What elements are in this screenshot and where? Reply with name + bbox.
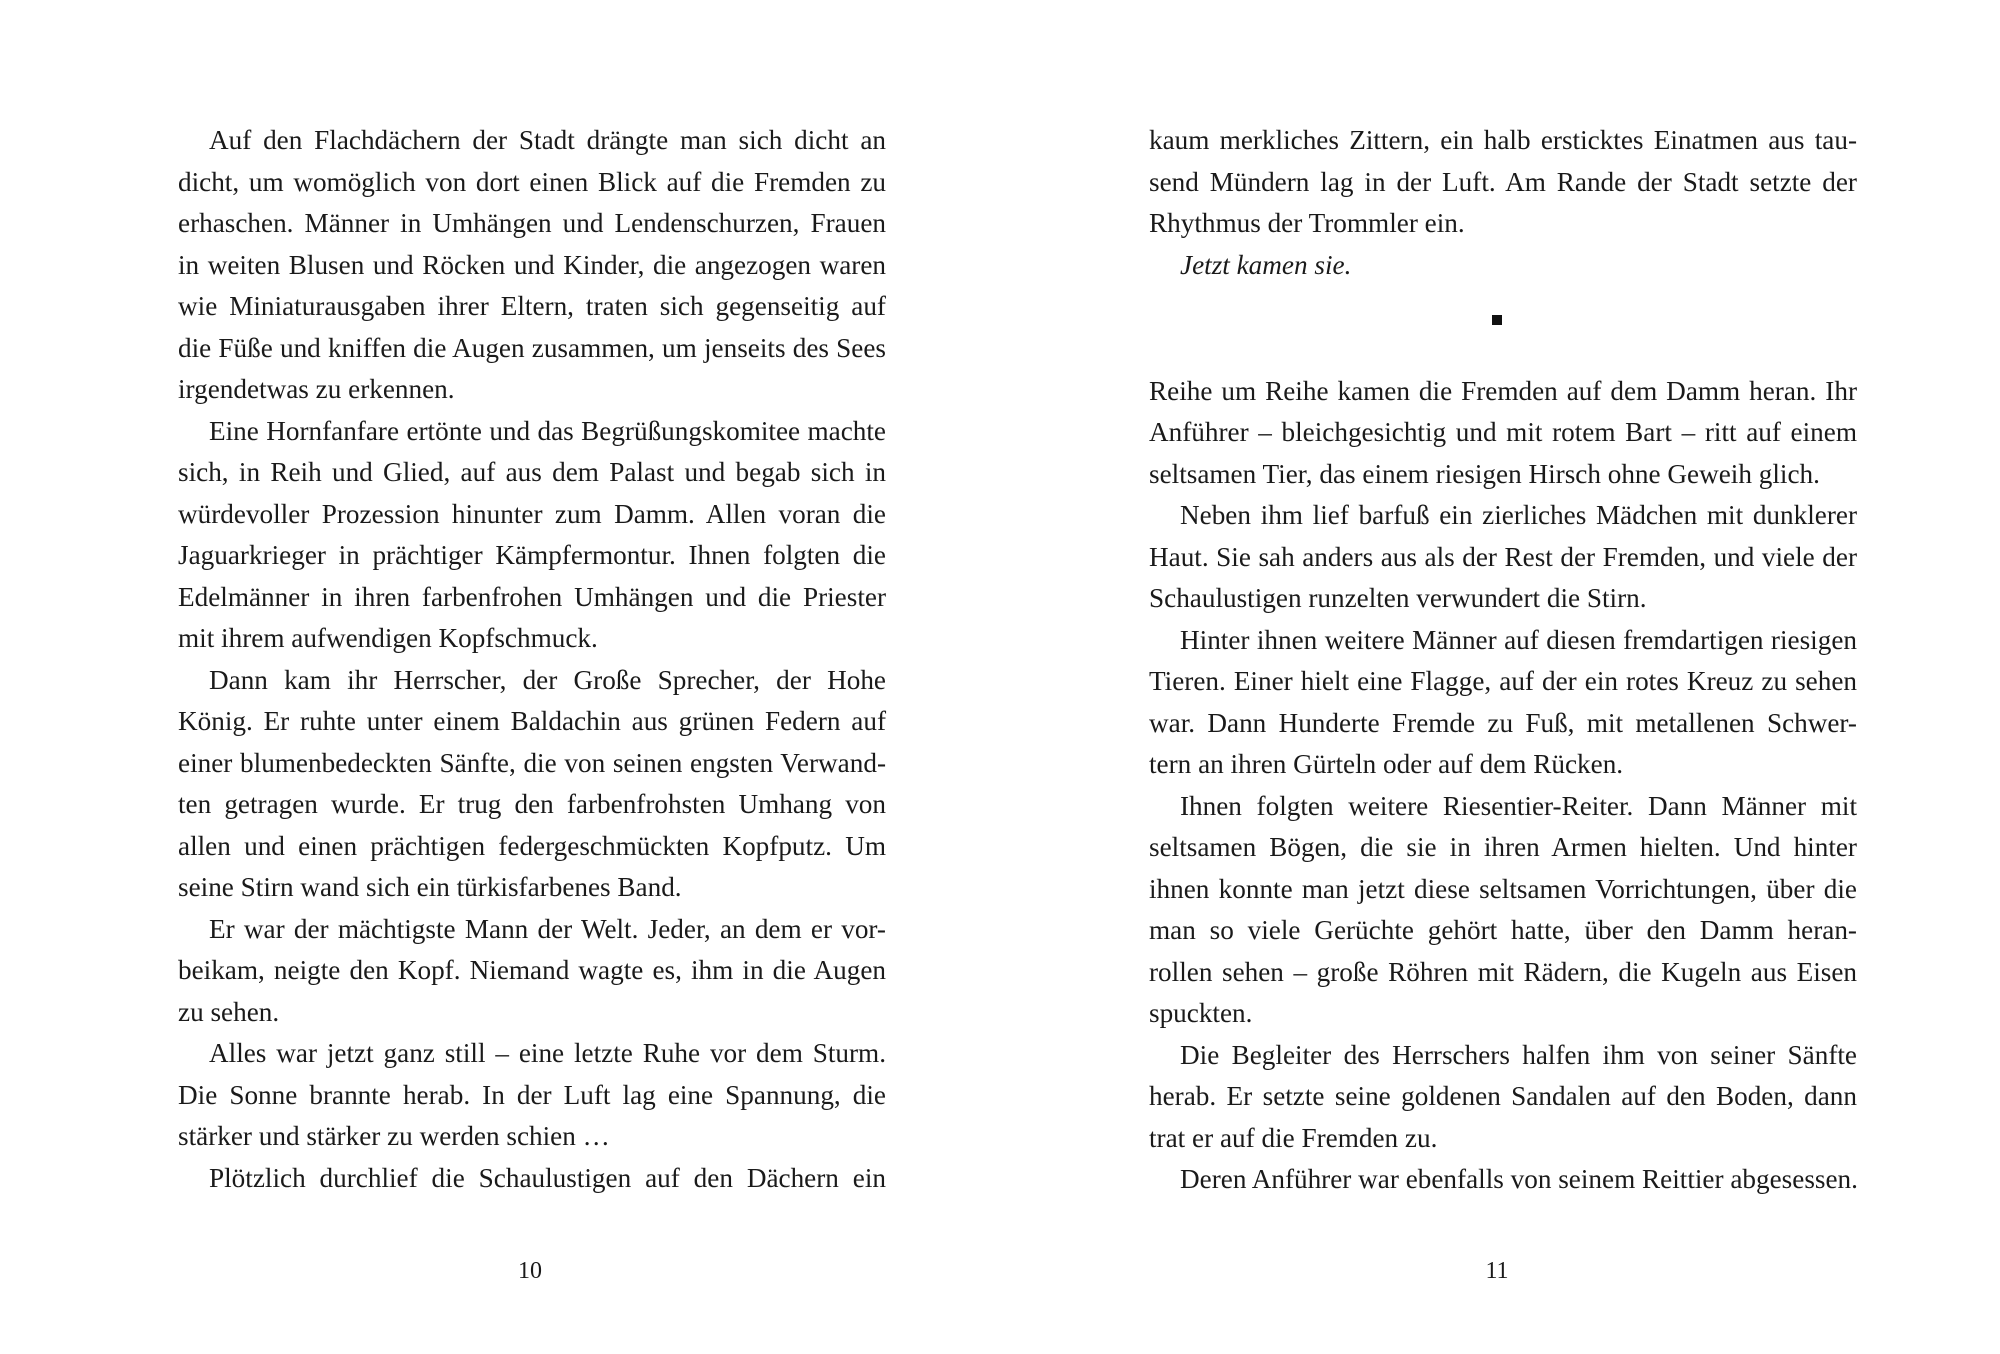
- text-line: Jetzt kamen sie.: [1180, 249, 1352, 280]
- text-line: rollen sehen – große Röhren mit Rädern, die Kugeln aus Eisen: [1149, 956, 1857, 987]
- section-break: [1149, 307, 1857, 349]
- text-line: Dann kam ihr Herrscher, der Große Sprecher, der Hohe: [209, 664, 886, 695]
- text-line: irgendetwas zu erkennen.: [178, 374, 455, 404]
- text-line: Tieren. Einer hielt eine Flagge, auf der ein rotes Kreuz zu sehen: [1149, 666, 1857, 696]
- text-line: trat er auf die Fremden zu.: [1149, 1122, 1438, 1153]
- text-line: stärker und stärker zu werden schien …: [178, 1121, 610, 1151]
- text-line: war. Dann Hunderte Fremde zu Fuß, mit metallenen Schwer-: [1149, 707, 1857, 738]
- text-line: ihnen konnte man jetzt diese seltsamen Vorrichtungen, über die: [1149, 873, 1857, 904]
- text-line: mit ihrem aufwendigen Kopfschmuck.: [178, 623, 598, 653]
- text-line: kaum merkliches Zittern, ein halb ersticktes Einatmen aus tau-: [1149, 125, 1857, 155]
- text-line: Die Begleiter des Herrschers halfen ihm von seiner Sänfte: [1180, 1039, 1857, 1070]
- text-line: Schaulustigen runzelten verwundert die Stirn.: [1149, 583, 1647, 613]
- text-line: beikam, neigte den Kopf. Niemand wagte es, ihm in die Augen: [178, 955, 886, 985]
- page-number: 10: [518, 1258, 542, 1284]
- text-line: Deren Anführer war ebenfalls von seinem Reittier abgesessen.: [1180, 1164, 1858, 1194]
- text-line: Anführer – bleichgesichtig und mit rotem Bart – ritt auf einem: [1149, 417, 1857, 447]
- text-line: König. Er ruhte unter einem Baldachin aus grünen Federn auf: [178, 706, 886, 736]
- text-line: Reihe um Reihe kamen die Fremden auf dem Damm heran. Ihr: [1149, 375, 1857, 406]
- right-page-text: [1149, 120, 1857, 1201]
- text-line: seltsamen Bögen, die sie in ihren Armen hielten. Und hinter: [1149, 832, 1857, 862]
- text-line: Jaguarkrieger in prächtiger Kämpfermontur. Ihnen folgten die: [178, 540, 886, 570]
- text-line: send Mündern lag in der Luft. Am Rande der Stadt setzte der: [1149, 166, 1857, 197]
- text-line: Edelmänner in ihren farbenfrohen Umhängen und die Priester: [178, 581, 886, 612]
- text-line: erhaschen. Männer in Umhängen und Lendenschurzen, Frauen: [178, 208, 886, 238]
- text-line: Auf den Flachdächern der Stadt drängte man sich dicht an: [209, 125, 886, 155]
- text-line: herab. Er setzte seine goldenen Sandalen auf den Boden, dann: [1149, 1081, 1857, 1111]
- text-line: Die Sonne brannte herab. In der Luft lag eine Spannung, die: [178, 1079, 886, 1110]
- text-line: zu sehen.: [178, 996, 280, 1027]
- text-line: Ihnen folgten weitere Riesentier-Reiter. Dann Männer mit: [1180, 790, 1857, 821]
- text-line: allen und einen prächtigen federgeschmückten Kopfputz. Um: [178, 830, 886, 861]
- text-line: würdevoller Prozession hinunter zum Damm. Allen voran die: [178, 498, 886, 529]
- left-page-text: [178, 120, 886, 1199]
- text-line: tern an ihren Gürteln oder auf dem Rücken.: [1149, 749, 1624, 779]
- text-line: ten getragen wurde. Er trug den farbenfrohsten Umhang von: [178, 789, 886, 819]
- text-line: Rhythmus der Trommler ein.: [1149, 208, 1465, 238]
- text-line: dicht, um womöglich von dort einen Blick auf die Fremden zu: [178, 166, 886, 197]
- text-line: Alles war jetzt ganz still – eine letzte Ruhe vor dem Sturm.: [209, 1038, 886, 1068]
- text-line: in weiten Blusen und Röcken und Kinder, die angezogen waren: [178, 249, 886, 280]
- text-line: seine Stirn wand sich ein türkisfarbenes Band.: [178, 872, 682, 902]
- section-break-square-icon: [1492, 315, 1502, 325]
- text-line: seltsamen Tier, das einem riesigen Hirsch ohne Geweih glich.: [1149, 458, 1820, 489]
- page-number: 11: [1485, 1258, 1509, 1284]
- text-line: Plötzlich durchlief die Schaulustigen auf den Dächern ein: [209, 1162, 886, 1193]
- text-line: man so viele Gerüchte gehört hatte, über den Damm heran-: [1149, 915, 1857, 945]
- text-line: Haut. Sie sah anders aus als der Rest der Fremden, und viele der: [1149, 541, 1857, 572]
- right-page: [1000, 0, 2000, 1354]
- text-line: spuckten.: [1149, 998, 1253, 1028]
- text-line: Er war der mächtigste Mann der Welt. Jeder, an dem er vor-: [209, 913, 886, 944]
- text-line: Eine Hornfanfare ertönte und das Begrüßungskomitee machte: [209, 415, 886, 446]
- text-line: einer blumenbedeckten Sänfte, die von seinen engsten Verwand-: [178, 747, 886, 778]
- text-line: die Füße und kniffen die Augen zusammen, um jenseits des Sees: [178, 332, 886, 363]
- text-line: Neben ihm lief barfuß ein zierliches Mädchen mit dunklerer: [1180, 500, 1857, 530]
- text-line: sich, in Reih und Glied, auf aus dem Palast und begab sich in: [178, 457, 886, 487]
- text-line: Hinter ihnen weitere Männer auf diesen fremdartigen riesigen: [1180, 624, 1857, 655]
- text-line: wie Miniaturausgaben ihrer Eltern, traten sich gegenseitig auf: [178, 291, 886, 321]
